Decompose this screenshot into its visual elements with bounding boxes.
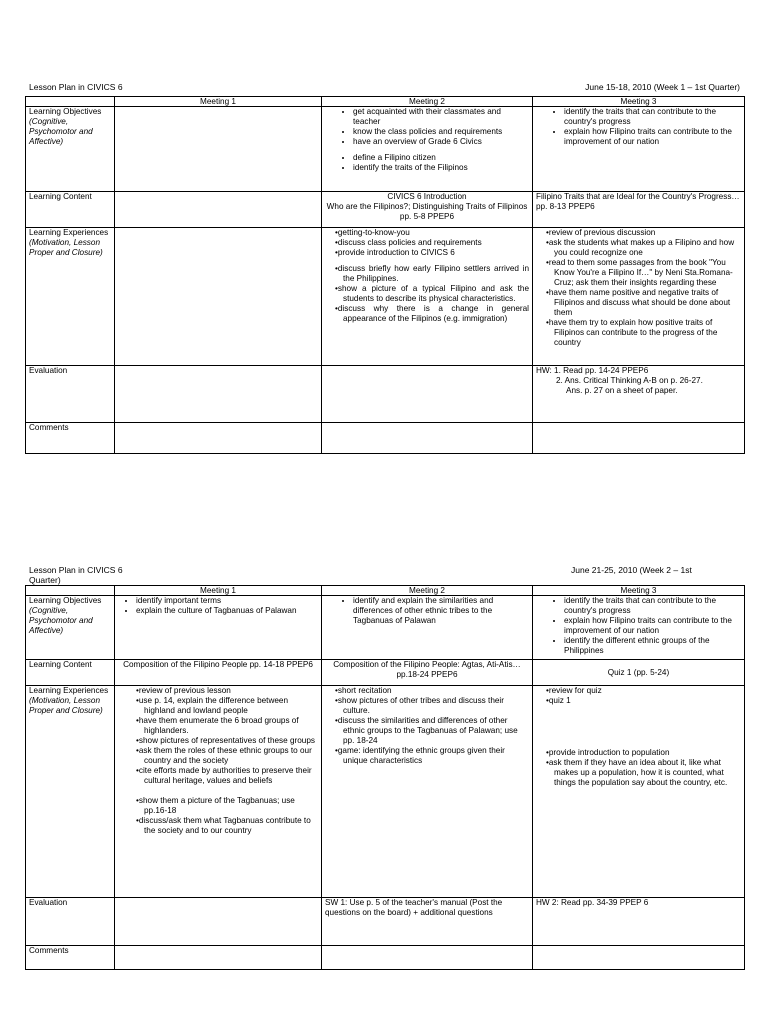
list-item: • discuss briefly how early Filipino settlers arrived in the Philippines. (335, 264, 529, 284)
week1-date: June 15-18, 2010 (Week 1 – 1st Quarter) (585, 82, 740, 92)
list-item: • review of previous lesson (136, 686, 318, 696)
list-item: • use p. 14, explain the difference between highland and lowland people (136, 696, 318, 716)
col-meeting-2: Meeting 2 (322, 586, 533, 596)
cell-m3-objectives (533, 107, 745, 192)
row-label-evaluation: Evaluation (26, 898, 115, 946)
list-item: • identify important terms (136, 596, 318, 606)
list-item: • show a picture of a typical Filipino and ask the students to describe its physical characteristics. (335, 284, 529, 304)
cell-m1-content (115, 192, 322, 228)
row-label-comments: Comments (26, 423, 115, 454)
table-row (26, 596, 745, 660)
table-header-row (26, 97, 745, 107)
list-item: • show pictures of other tribes and discuss their culture. (335, 696, 529, 716)
cell-m2-content: Composition of the Filipino People: Agtas, Ati-Atis… pp.18-24 PPEP6 (322, 660, 533, 686)
cell-m3-content: Filipino Traits that are Ideal for the Country's Progress… pp. 8-13 PPEP6 (533, 192, 745, 228)
list-item: • have them try to explain how positive traits of Filipinos can contribute to the progress of the country (546, 318, 741, 348)
lesson-plan-week-1 (25, 82, 744, 454)
row-label-content: Learning Content (26, 660, 115, 686)
cell-m1-experiences (115, 228, 322, 366)
table-row (26, 228, 745, 366)
cell-m3-comments (533, 423, 745, 454)
list-item: • discuss the similarities and differences of other ethnic groups to the Tagbanuas of Palawan; use pp. 18-24 (335, 716, 529, 746)
cell-m3-content: Quiz 1 (pp. 5-24) (533, 660, 745, 686)
cell-m2-content: CIVICS 6 Introduction Who are the Filipinos?; Distinguishing Traits of Filipinos pp. 5-8 PPEP6 (322, 192, 533, 228)
list-item: • ask them if they have an idea about it, like what makes up a population, how it is counted, what things the population say about the country, etc. (546, 758, 741, 788)
list-item: • provide introduction to population (546, 748, 741, 758)
cell-m1-content: Composition of the Filipino People pp. 14-18 PPEP6 (115, 660, 322, 686)
list-item: • review of previous discussion (546, 228, 741, 238)
cell-m2-objectives (322, 107, 533, 192)
cell-m2-evaluation (322, 366, 533, 423)
list-item: • getting-to-know-you (335, 228, 529, 238)
list-item: • know the class policies and requirements (353, 127, 529, 137)
cell-m1-evaluation (115, 898, 322, 946)
cell-m3-experiences (533, 228, 745, 366)
cell-m2-experiences (322, 686, 533, 898)
col-meeting-2: Meeting 2 (322, 97, 533, 107)
list-item: • short recitation (335, 686, 529, 696)
cell-m3-objectives (533, 596, 745, 660)
list-item: • get acquainted with their classmates and teacher (353, 107, 529, 127)
cell-m1-objectives (115, 107, 322, 192)
row-label-experiences: Learning Experiences (Motivation, Lesson Proper and Closure) (26, 228, 115, 366)
row-label-comments: Comments (26, 946, 115, 970)
list-item: • quiz 1 (546, 696, 741, 706)
week1-header (25, 82, 744, 96)
week2-header (25, 565, 744, 585)
list-item: • explain how Filipino traits can contribute to the improvement of our nation (564, 616, 741, 636)
week2-table (25, 585, 745, 970)
cell-m1-experiences (115, 686, 322, 898)
list-item: • explain how Filipino traits can contribute to the improvement of our nation (564, 127, 741, 147)
week1-table (25, 96, 745, 454)
table-row (26, 898, 745, 946)
list-item: • identify the different ethnic groups of the Philippines (564, 636, 741, 656)
cell-m2-comments (322, 423, 533, 454)
row-label-content: Learning Content (26, 192, 115, 228)
list-item: • identify the traits that can contribute to the country's progress (564, 596, 741, 616)
list-item: • review for quiz (546, 686, 741, 696)
cell-m1-evaluation (115, 366, 322, 423)
corner-cell (26, 586, 115, 596)
list-item: • discuss/ask them what Tagbanuas contribute to the society and to our country (136, 816, 318, 836)
col-meeting-1: Meeting 1 (115, 97, 322, 107)
list-item: • show pictures of representatives of these groups (136, 736, 318, 746)
cell-m3-comments (533, 946, 745, 970)
list-item: • ask the students what makes up a Filipino and how you could recognize one (546, 238, 741, 258)
cell-m3-experiences (533, 686, 745, 898)
cell-m2-comments (322, 946, 533, 970)
list-item: • provide introduction to CIVICS 6 (335, 248, 529, 258)
week2-title: Lesson Plan in CIVICS 6 Quarter) (29, 565, 123, 585)
col-meeting-3: Meeting 3 (533, 586, 745, 596)
row-label-experiences: Learning Experiences (Motivation, Lesson Proper and Closure) (26, 686, 115, 898)
table-row (26, 946, 745, 970)
table-row (26, 423, 745, 454)
week1-title: Lesson Plan in CIVICS 6 (29, 82, 123, 92)
cell-m1-comments (115, 423, 322, 454)
list-item: • define a Filipino citizen (353, 153, 529, 163)
cell-m1-objectives (115, 596, 322, 660)
row-label-objectives: Learning Objectives (Cognitive, Psychomotor and Affective) (26, 596, 115, 660)
cell-m2-objectives (322, 596, 533, 660)
list-item: • cite efforts made by authorities to preserve their cultural heritage, values and beliefs (136, 766, 318, 786)
lesson-plan-week-2 (25, 565, 744, 970)
list-item: • identify and explain the similarities and differences of other ethnic tribes to the Tagbanuas of Palawan (353, 596, 529, 626)
table-row (26, 107, 745, 192)
list-item: • identify the traits of the Filipinos (353, 163, 529, 173)
table-row (26, 192, 745, 228)
col-meeting-1: Meeting 1 (115, 586, 322, 596)
list-item: • have them name positive and negative traits of Filipinos and discuss what should be done about them (546, 288, 741, 318)
cell-m2-experiences (322, 228, 533, 366)
table-row (26, 366, 745, 423)
list-item: • explain the culture of Tagbanuas of Palawan (136, 606, 318, 616)
list-item: • show them a picture of the Tagbanuas; use pp.16-18 (136, 796, 318, 816)
week2-date: June 21-25, 2010 (Week 2 – 1st (571, 565, 692, 575)
table-header-row (26, 586, 745, 596)
cell-m3-evaluation: HW: 1. Read pp. 14-24 PPEP6 2. Ans. Critical Thinking A-B on p. 26-27. Ans. p. 27 on a sheet of paper. (533, 366, 745, 423)
list-item: • discuss why there is a change in general appearance of the Filipinos (e.g. immigration) (335, 304, 529, 324)
list-item: • game: identifying the ethnic groups given their unique characteristics (335, 746, 529, 766)
corner-cell (26, 97, 115, 107)
col-meeting-3: Meeting 3 (533, 97, 745, 107)
cell-m1-comments (115, 946, 322, 970)
cell-m2-evaluation: SW 1: Use p. 5 of the teacher's manual (Post the questions on the board) + additional questions (322, 898, 533, 946)
list-item: • have an overview of Grade 6 Civics (353, 137, 529, 147)
list-item: • have them enumerate the 6 broad groups of highlanders. (136, 716, 318, 736)
cell-m3-evaluation: HW 2: Read pp. 34-39 PPEP 6 (533, 898, 745, 946)
list-item: • read to them some passages from the book "You Know You're a Filipino If…" by Neni Sta.Romana-Cruz; ask them their insights regarding these (546, 258, 741, 288)
list-item: • identify the traits that can contribute to the country's progress (564, 107, 741, 127)
row-label-objectives: Learning Objectives (Cognitive, Psychomotor and Affective) (26, 107, 115, 192)
list-item: • ask them the roles of these ethnic groups to our country and the society (136, 746, 318, 766)
table-row (26, 686, 745, 898)
list-item: • discuss class policies and requirements (335, 238, 529, 248)
table-row (26, 660, 745, 686)
row-label-evaluation: Evaluation (26, 366, 115, 423)
